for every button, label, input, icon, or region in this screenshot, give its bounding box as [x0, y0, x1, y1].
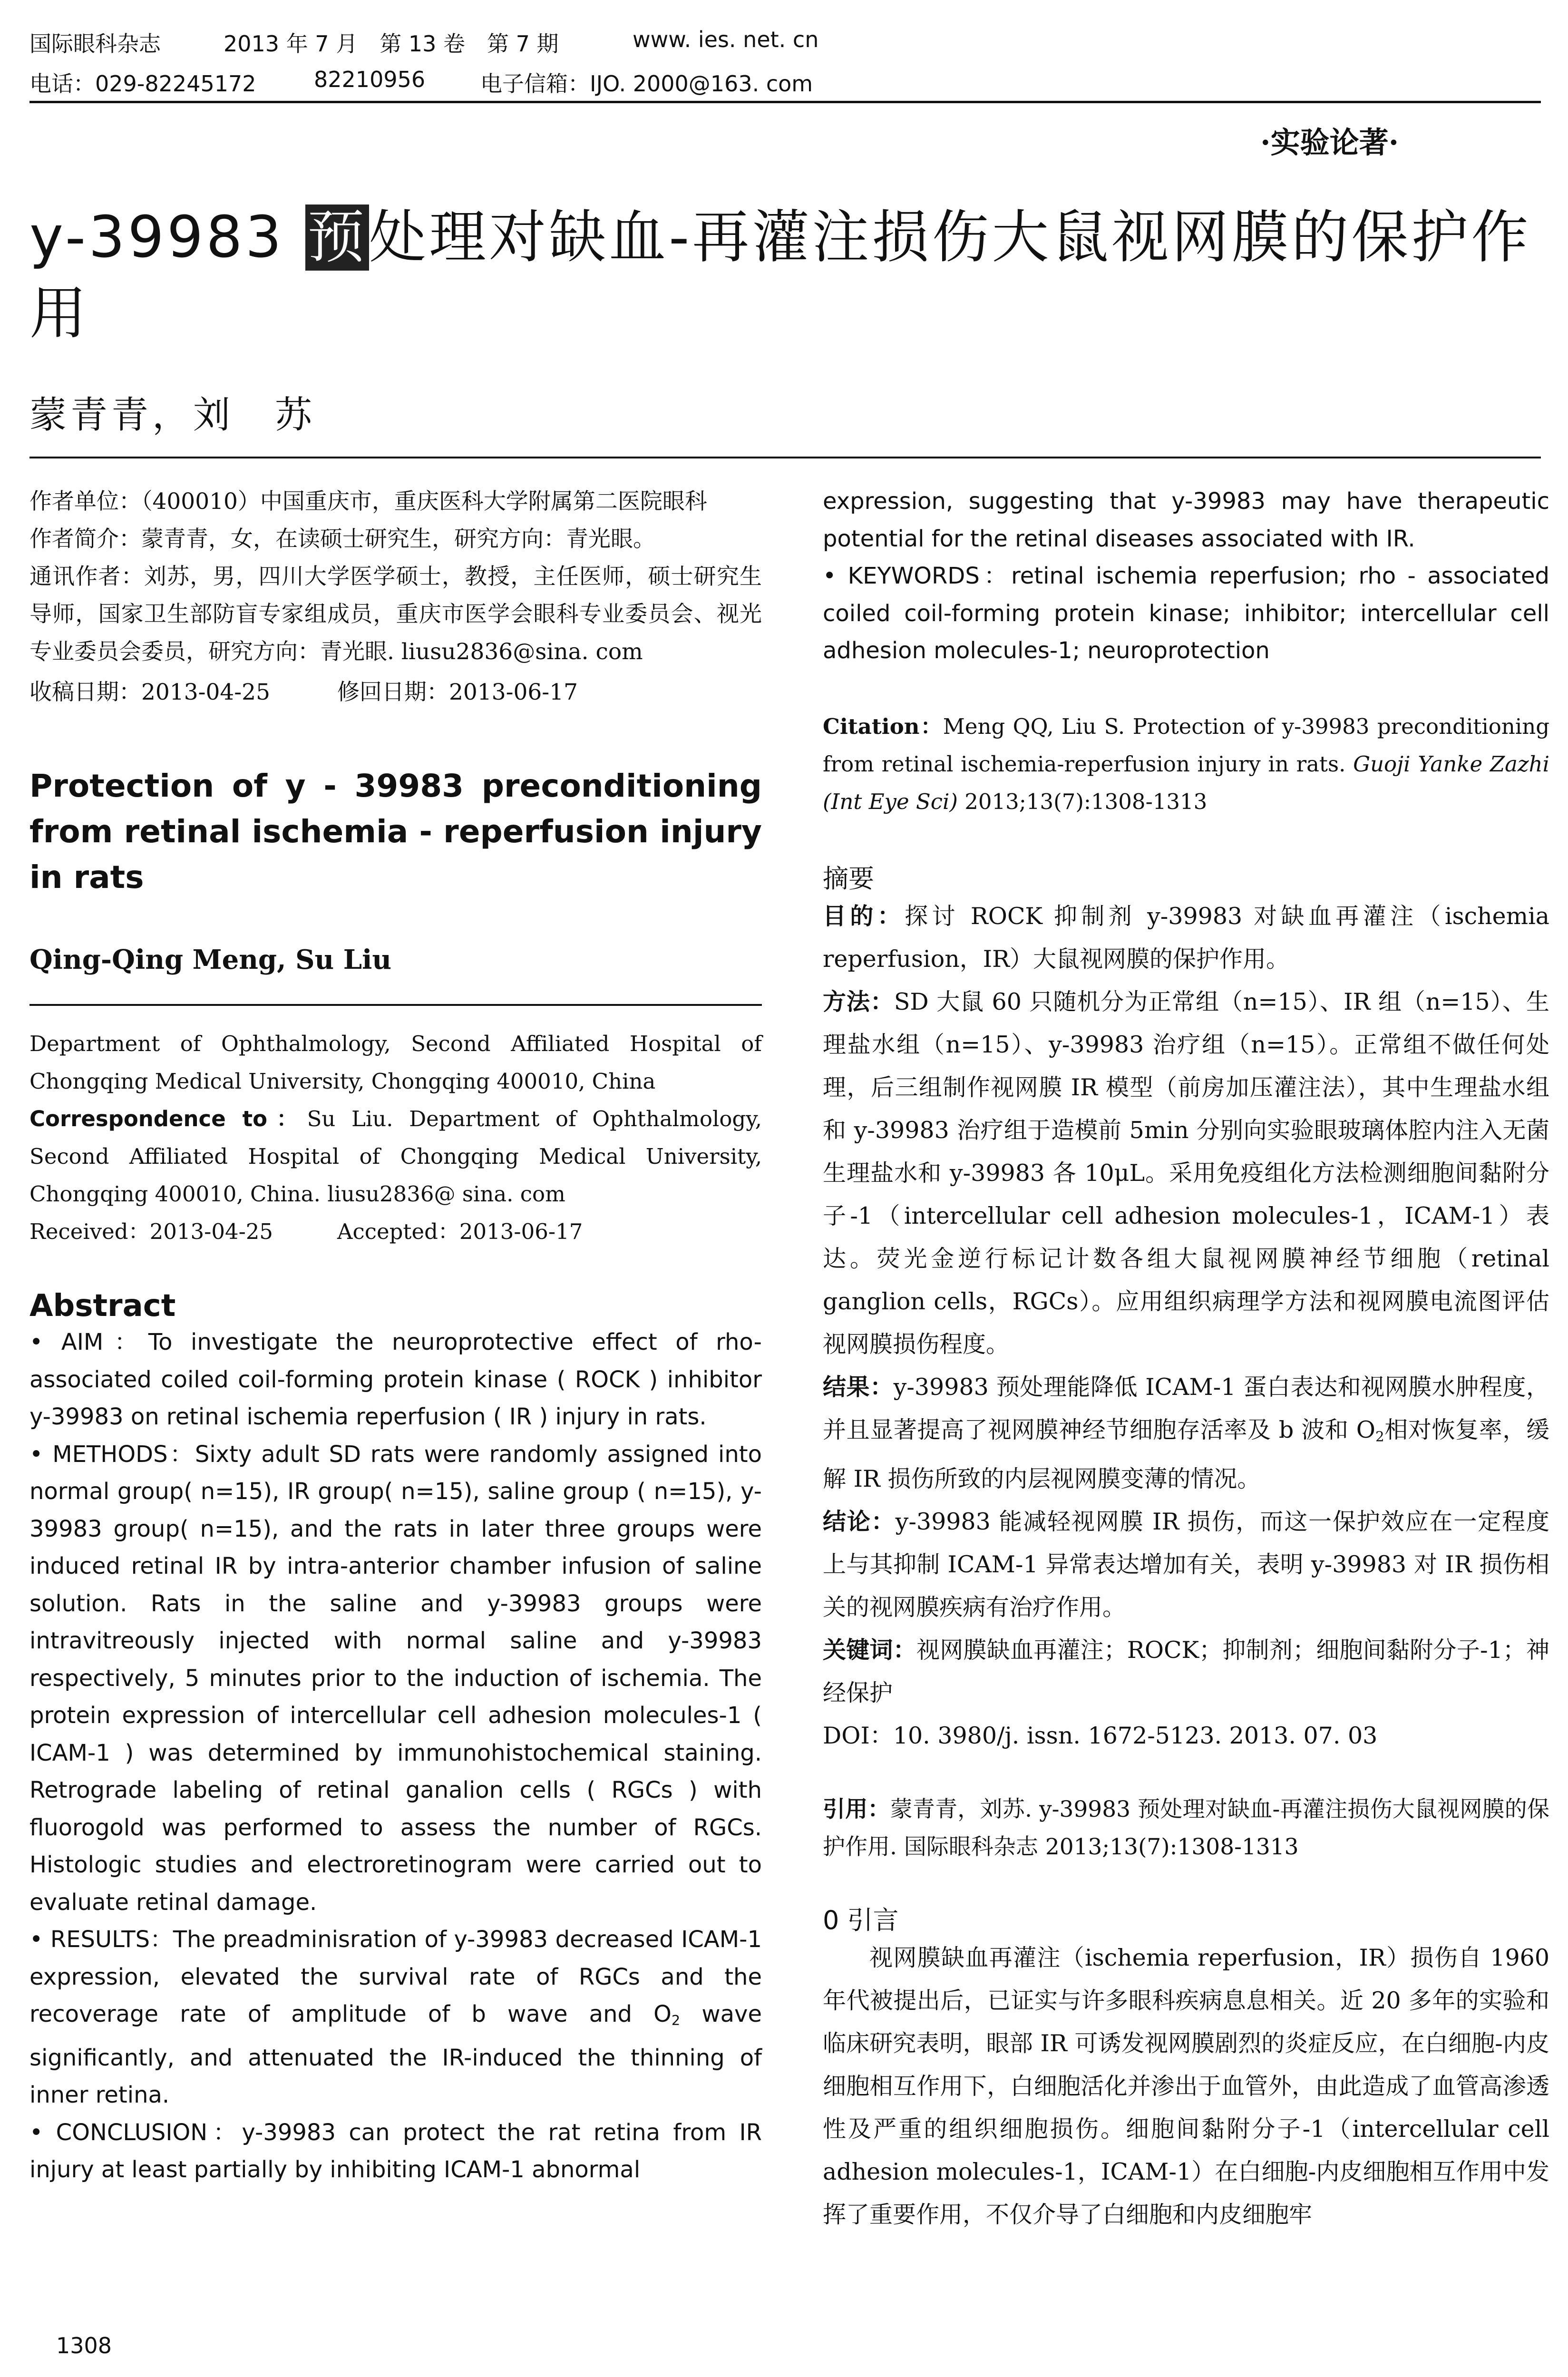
doi: DOI：10. 3980/j. issn. 1672-5123. 2013. 07. 03: [823, 1722, 1378, 1749]
dates-en: Received：2013-04-25 Accepted：2013-06-17: [29, 1219, 583, 1244]
left-column: [29, 483, 762, 2189]
results-text-a: The preadminisration of y-39983 decreased ICAM-1 expression, elevated the survival rate of RGCs and the recoverage rate of amplitude of b wave and O: [29, 1926, 762, 2027]
header-rule: [29, 101, 1541, 103]
conclusion-label: • CONCLUSION：: [29, 2119, 242, 2146]
issue-info: 2013 年 7 月 第 13 卷 第 7 期: [224, 31, 559, 57]
journal-phone: 电话：029-82245172: [29, 71, 256, 97]
abstract-heading: Abstract: [29, 1288, 176, 1324]
jielun-text: y-39983 能减轻视网膜 IR 损伤，而这一保护效应在一定程度上与其抑制 ICAM-1 异常表达增加有关，表明 y-39983 对 IR 损伤相关的视网膜疾病有治疗作用。: [823, 1508, 1549, 1621]
page-number: 1308: [56, 2333, 112, 2358]
section-label: ·实验论著·: [1260, 125, 1399, 160]
journal-website[interactable]: www. ies. net. cn: [633, 27, 819, 52]
results-label: • RESULTS：: [29, 1926, 173, 1953]
keywords-cn: [823, 1629, 1549, 1715]
conclusion-text: y-39983 can protect the rat retina from IR injury at least partially by inhibiting ICAM-1 abnormal: [29, 2119, 762, 2183]
mudi-text: 探讨 ROCK 抑制剂 y-39983 对缺血再灌注（ischemia reperfusion，IR）大鼠视网膜的保护作用。: [823, 902, 1549, 973]
abstract-cn-heading: 摘要: [823, 863, 874, 894]
abstract-cn-methods: [823, 981, 1549, 1366]
citation-en: [823, 708, 1549, 820]
article-title: [29, 200, 1551, 352]
title-highlighted-char: 预: [305, 205, 369, 271]
intro-heading: 0 引言: [823, 1905, 899, 1935]
correspondence-label: Correspondence to：: [29, 1106, 307, 1131]
dates-cn: 收稿日期：2013-04-25 修回日期：2013-06-17: [29, 679, 578, 705]
results-text-b: wave significantly, and attenuated the IR-induced the thinning of inner retina.: [29, 2001, 762, 2109]
yinyong-label: 引用：: [823, 1796, 890, 1822]
title-rule: [29, 457, 1541, 458]
journal-phone-2: 82210956: [314, 67, 426, 92]
jieguo-text-a: y-39983 预处理能降低 ICAM-1 蛋白表达和视网膜水肿程度，并且显著提高了视网膜神经节细胞存活率及 b 波和 O: [823, 1373, 1549, 1443]
guanjianci-text: 视网膜缺血再灌注；ROCK；抑制剂；细胞间黏附分子-1；神经保护: [823, 1636, 1549, 1706]
fangfa-label: 方法：: [823, 988, 894, 1015]
guanjianci-label: 关键词：: [823, 1636, 916, 1664]
jieguo-text-b: 相对恢复率，缓解 IR 损伤所致的内层视网膜变薄的情况。: [823, 1416, 1549, 1492]
correspondence-text: Su Liu. Department of Ophthalmology, Second Affiliated Hospital of Chongqing Medical University, Chongqing 400010, China. liusu2836@ sina. com: [29, 1106, 762, 1207]
citation-label: Citation：: [823, 713, 943, 739]
jieguo-label: 结果：: [823, 1373, 894, 1401]
jieguo-subscript: 2: [1375, 1428, 1384, 1444]
citation-cn: [823, 1791, 1549, 1866]
abstract-aim: [29, 1324, 762, 1436]
right-column: [823, 483, 1549, 2236]
authors-en: Qing-Qing Meng, Su Liu: [29, 944, 392, 975]
keywords-label: • KEYWORDS：: [823, 563, 1012, 589]
journal-email[interactable]: 电子信箱：IJO. 2000@163. com: [480, 71, 813, 97]
title-prefix: y-39983: [29, 205, 306, 271]
fangfa-text: SD 大鼠 60 只随机分为正常组（n=15）、IR 组（n=15）、生理盐水组（n=15）、y-39983 治疗组（n=15）。正常组不做任何处理，后三组制作视网膜 IR 模型（前房加压灌注法），其中生理盐水组和 y-39983 治疗组于造模前 5min 分别向实验眼玻璃体腔内注入无菌生理盐水和 y-39983 各 10μL。采用免疫组化方法检测细胞间黏附分子-1（intercellular cell adhesion molecules-1，ICAM-1）表达。荧光金逆行标记计数各组大鼠视网膜神经节细胞（retinal ganglion cells，RGCs）。应用组织病理学方法和视网膜电流图评估视网膜损伤程度。: [823, 988, 1549, 1358]
abstract-cn-conclusion: [823, 1500, 1549, 1629]
english-title: Protection of y - 39983 preconditioning from retinal ischemia - reperfusion injury in rats: [29, 768, 762, 896]
aim-label: • AIM：: [29, 1329, 148, 1355]
affiliation-cn: 作者单位：（400010）中国重庆市，重庆医科大学附属第二医院眼科: [29, 488, 707, 515]
yinyong-text: 蒙青青，刘苏. y-39983 预处理对缺血-再灌注损伤大鼠视网膜的保护作用. 国际眼科杂志 2013;13(7):1308-1313: [823, 1796, 1549, 1860]
author-bio: 作者简介：蒙青青，女，在读硕士研究生，研究方向：青光眼。: [29, 526, 655, 552]
correspondence-en: [29, 1100, 762, 1213]
methods-label: • METHODS：: [29, 1441, 195, 1468]
abstract-cn-results: [823, 1366, 1549, 1500]
intro-paragraph: 视网膜缺血再灌注（ischemia reperfusion，IR）损伤自 1960 年代被提出后，已证实与许多眼科疾病息息相关。近 20 多年的实验和临床研究表明，眼部 IR 可诱发视网膜剧烈的炎症反应，在白细胞-内皮细胞相互作用下，白细胞活化并渗出于血管外，由此造成了血管高渗透性及严重的组织细胞损伤。细胞间黏附分子-1（intercellular cell adhesion molecules-1，ICAM-1）在白细胞-内皮细胞相互作用中发挥了重要作用，不仅介导了白细胞和内皮细胞牢: [823, 1944, 1549, 2228]
affiliation-en: Department of Ophthalmology, Second Affiliated Hospital of Chongqing Medical University, Chongqing 400010, China: [29, 1031, 762, 1094]
jielun-label: 结论：: [823, 1508, 896, 1535]
corresponding-author-cn: 通讯作者：刘苏，男，四川大学医学硕士，教授，主任医师，硕士研究生导师，国家卫生部防盲专家组成员，重庆市医学会眼科专业委员会、视光专业委员会委员，研究方向：青光眼. liusu2836@sina. com: [29, 564, 762, 665]
abstract-cn-aim: [823, 895, 1549, 981]
authors-cn: 蒙青青，刘 苏: [29, 394, 316, 437]
abstract-methods: [29, 1436, 762, 1921]
citation-text-b: 2013;13(7):1308-1313: [957, 789, 1208, 814]
citation-text-a: Meng QQ, Liu S. Protection of y-39983 preconditioning from retinal ischemia-reperfusion injury in rats.: [823, 713, 1549, 777]
aim-text: To investigate the neuroprotective effect of rho-associated coiled coil-forming protein kinase ( ROCK ) inhibitor y-39983 on retinal ischemia reperfusion ( IR ) injury in rats.: [29, 1329, 762, 1430]
mudi-label: 目的：: [823, 902, 905, 930]
keywords-text: retinal ischemia reperfusion; rho - associated coiled coil-forming protein kinase; inhibitor; intercellular cell adhesion molecules-1; neuroprotection: [823, 563, 1549, 664]
abstract-conclusion: [29, 2114, 762, 2189]
abstract-keywords: [823, 557, 1549, 670]
abstract-conclusion-continued: expression, suggesting that y-39983 may have therapeutic potential for the retinal diseases associated with IR.: [823, 488, 1549, 552]
abstract-results: [29, 1921, 762, 2114]
title-rest: 处理对缺血-再灌注损伤大鼠视网膜的保护作用: [29, 205, 1531, 347]
citation-journal: Guoji Yanke Zazhi (Int Eye Sci): [823, 751, 1550, 814]
journal-name: 国际眼科杂志: [29, 31, 161, 57]
results-subscript: 2: [671, 2012, 681, 2029]
authors-rule: [29, 1004, 762, 1006]
methods-text: Sixty adult SD rats were randomly assigned into normal group( n=15), IR group( n=15), saline group ( n=15), y-39983 group( n=15), and the rats in later three groups were induced retinal IR by intra-anterior chamber infusion of saline solution. Rats in the saline and y-39983 groups were intravitreously injected with normal saline and y-39983 respectively, 5 minutes prior to the induction of ischemia. The protein expression of intercellular cell adhesion molecules-1 ( ICAM-1 ) was determined by immunohistochemical staining. Retrograde labeling of retinal ganalion cells ( RGCs ) with fluorogold was performed to assess the number of RGCs. Histologic studies and electroretinogram were carried out to evaluate retinal damage.: [29, 1441, 762, 1916]
